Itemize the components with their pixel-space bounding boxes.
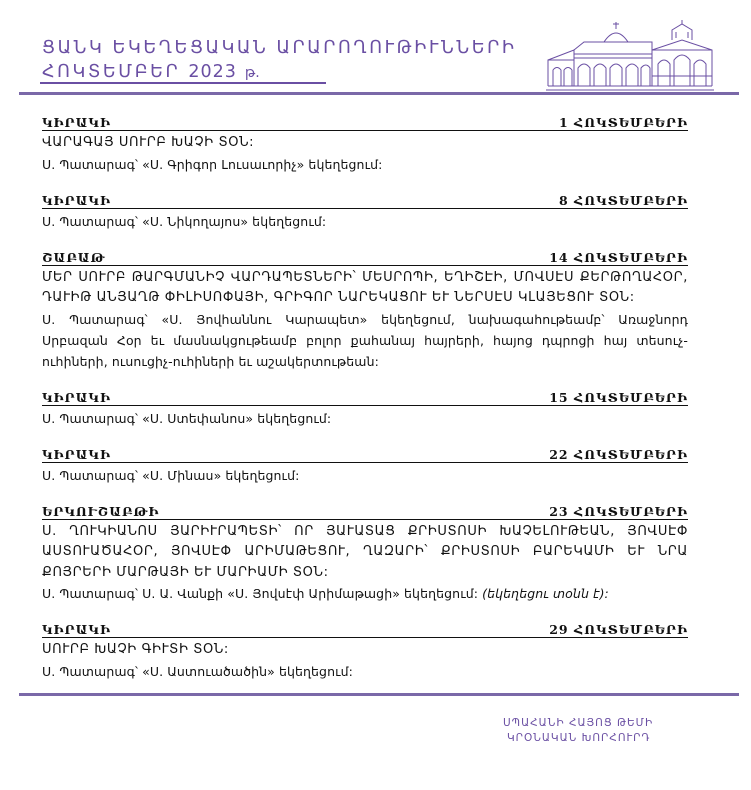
entry-day: ԿԻՐԱԿԻ [42, 389, 111, 405]
entry-day: ԿԻՐԱԿԻ [42, 622, 111, 637]
entry-day: ԿԻՐԱԿԻ [42, 446, 111, 462]
entry-day: ԿԻՐԱԿԻ [42, 115, 111, 130]
year-suffix: թ. [244, 65, 260, 81]
schedule-entry [42, 191, 688, 232]
entry-date: 23 ՀՈԿՏԵՄԲԵՐԻ [549, 503, 688, 519]
entry-header [42, 620, 688, 638]
entry-feast: ՄԵՐ ՍՈՒՐԲ ԹԱՐԳՄԱՆԻՉ ՎԱՐԴԱՊԵՏՆԵՐԻ՝ ՄԵՍՐՈՊԻ, ԵՂԻՇԷԻ, ՄՈՎՍԷՍ ՔԵՐԹՈՂԱՀՕՐ, ԴԱՒԻԹ ԱՆՅԱՂԹ ՓԻԼԻՍՈՓԱՅԻ, ԳՐԻԳՈՐ ՆԱՐԵԿԱՑՈՒ ԵՒ ՆԵՐՍԷՍ ԿԼԱՅԵՑՈՒ ՏՕՆ: [42, 269, 688, 305]
entry-header [42, 248, 688, 266]
entry-date: 22 ՀՈԿՏԵՄԲԵՐԻ [549, 446, 688, 462]
entry-header [42, 502, 688, 520]
entry-service-note: (եկեղեցու տօնն է): [482, 586, 609, 601]
entry-date: 15 ՀՈԿՏԵՄԲԵՐԻ [549, 389, 688, 405]
schedule-entry [42, 388, 688, 429]
church-drawing-icon [544, 20, 716, 92]
page-header [0, 0, 751, 95]
month-label: ՀՈԿՏԵՄԲԵՐ [42, 62, 181, 82]
footer-signature [503, 716, 703, 746]
footer-line-2: ԿՐՕՆԱԿԱՆ ԽՈՐՀՈՒՐԴ [507, 732, 651, 744]
header-divider [19, 92, 739, 95]
entry-service-text: Ս. Պատարագ՝ Ս. Ա. Վանքի «Ս. Յովսէփ Արիմաթացի» եկեղեցում: [42, 586, 479, 601]
schedule-entry [42, 113, 688, 175]
entry-date: 29 ՀՈԿՏԵՄԲԵՐԻ [549, 622, 688, 637]
page-subtitle [42, 62, 260, 82]
entry-service: Ս. Պատարագ՝ «Ս. Գրիգոր Լուսաւորիչ» եկեղեցում: [42, 156, 383, 172]
entry-header [42, 191, 688, 209]
entry-date: 14 ՀՈԿՏԵՄԲԵՐԻ [549, 249, 688, 265]
schedule-entry [42, 248, 688, 372]
footer-divider [19, 693, 739, 696]
entry-header [42, 113, 688, 131]
entry-service: Ս. Պատարագ՝ «Ս. Մինաս» եկեղեցում: [42, 467, 300, 483]
schedule-list [42, 113, 688, 698]
entry-day: ՇԱԲԱԹ [42, 249, 106, 265]
title-underline [40, 82, 326, 84]
schedule-entry [42, 445, 688, 486]
schedule-entry [42, 502, 688, 605]
entry-feast: ՎԱՐԱԳԱՅ ՍՈՒՐԲ ԽԱՉԻ ՏՕՆ: [42, 135, 255, 150]
entry-feast: Ս. ՂՈՒԿԻԱՆՈՍ ՅԱՐԻՒՐԱՊԵՏԻ՝ ՈՐ ՅԱՒԱՏԱՑ ՔՐԻՍՏՈՍԻ ԽԱՉԵԼՈՒԹԵԱՆ, ՅՈՎՍԷՓ ԱՍՏՈՒԱԾԱՀՕՐ, ՅՈՎՍԷՓ ԱՐԻՄԱԹԵՑՈՒ, ՂԱԶԱՐԻ՝ ՔՐԻՍՏՈՍԻ ԲԱՐԵԿԱՄԻ ԵՒ ՆՐԱ ՔՈՅՐԵՐԻ ՄԱՐԹԱՅԻ ԵՒ ՄԱՐԻԱՄԻ ՏՕՆ: [42, 523, 688, 580]
entry-header [42, 388, 688, 406]
entry-feast: ՍՈՒՐԲ ԽԱՉԻ ԳԻՒՏԻ ՏՕՆ: [42, 642, 229, 657]
entry-service: Ս. Պատարագ՝ «Ս. Աստուածածին» եկեղեցում: [42, 663, 353, 679]
entry-date: 8 ՀՈԿՏԵՄԲԵՐԻ [558, 192, 688, 208]
entry-service: Ս. Պատարագ՝ «Ս. Ստեփանոս» եկեղեցում: [42, 410, 332, 426]
year-label: 2023 [188, 62, 237, 82]
entry-header [42, 445, 688, 463]
entry-day: ԿԻՐԱԿԻ [42, 192, 111, 208]
entry-service: Ս. Պատարագ՝ «Ս. Յովհաննու Կարապետ» եկեղեցում, նախագահութեամբ՝ Առաջնորդ Սրբազան Հօր եւ մասնակցութեամբ բոլոր քահանայ հայրերի, հայոց դպրոցի հայ տեսուչ-ուհիների, ուսուցիչ-ուհիների եւ աշակերտութեան: [42, 311, 688, 369]
page-title: ՑԱՆԿ ԵԿԵՂԵՑԱԿԱՆ ԱՐԱՐՈՂՈՒԹԻՒՆՆԵՐԻ [42, 38, 517, 58]
entry-date: 1 ՀՈԿՏԵՄԲԵՐԻ [558, 115, 688, 130]
entry-day: ԵՐԿՈՒՇԱԲԹԻ [42, 503, 160, 519]
schedule-entry [42, 620, 688, 682]
entry-service [42, 583, 688, 604]
footer-line-1: ՍՊԱՀԱՆԻ ՀԱՅՈՑ ԹԵՄԻ [503, 717, 654, 729]
entry-service: Ս. Պատարագ՝ «Ս. Նիկողայոս» եկեղեցում: [42, 213, 327, 229]
